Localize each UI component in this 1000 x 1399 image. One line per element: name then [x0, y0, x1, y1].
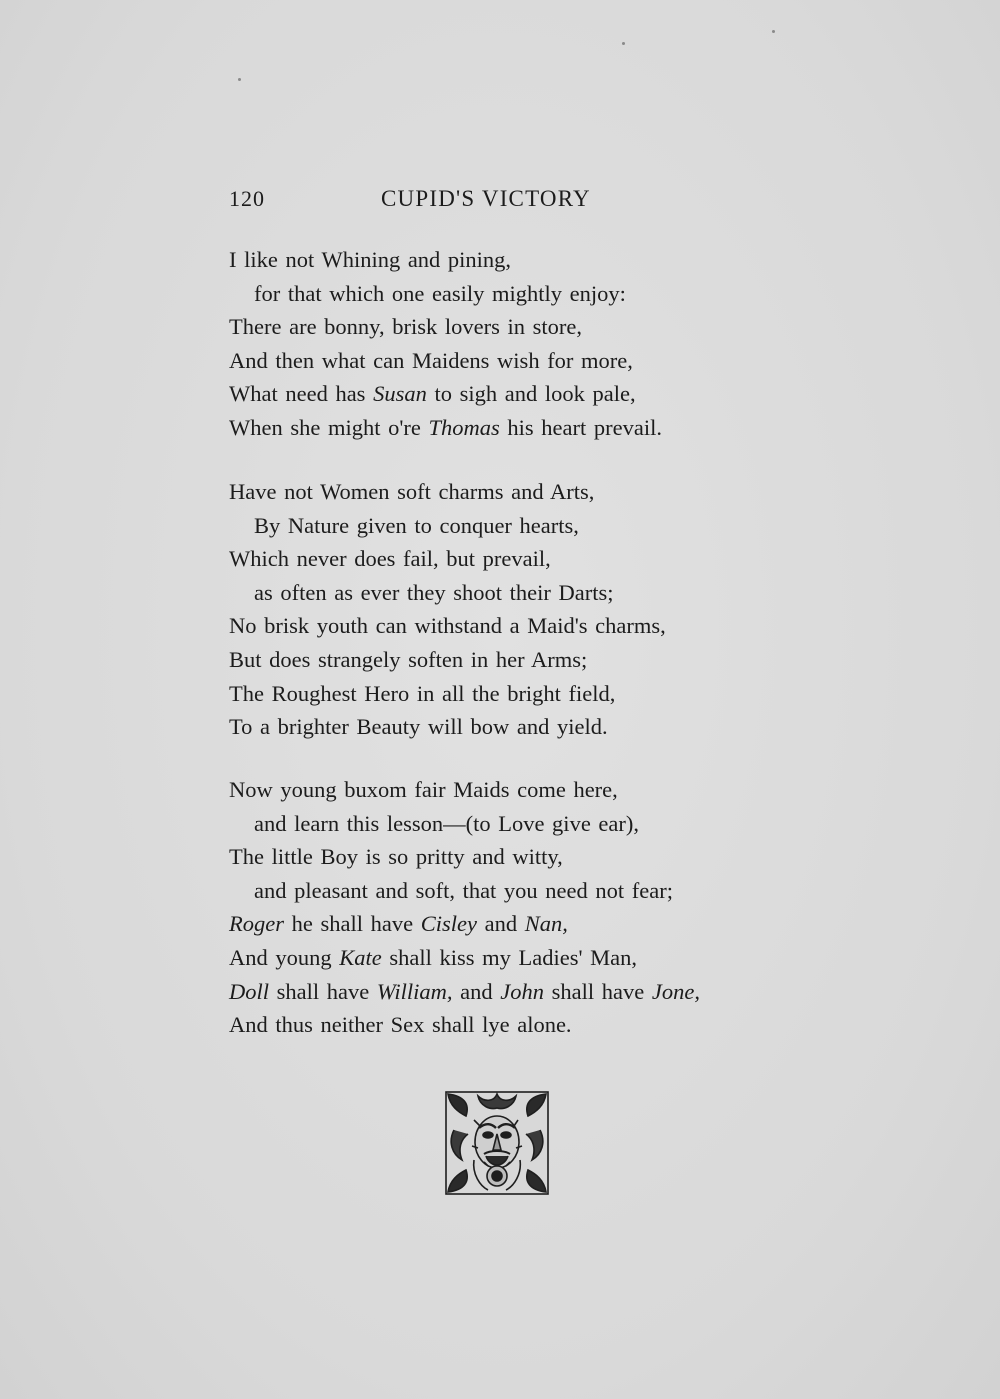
verse-line — [229, 1008, 809, 1042]
page-number: 120 — [229, 186, 265, 211]
verse-text: he shall have — [284, 911, 421, 937]
verse-text: to sigh and look pale, — [426, 381, 636, 407]
verse-line — [229, 840, 809, 874]
verse-line — [229, 475, 809, 509]
verse-line — [229, 344, 809, 378]
running-title: CUPID'S VICTORY — [381, 186, 591, 211]
verse-line — [229, 609, 809, 643]
italic-name: Susan — [373, 381, 427, 407]
verse-text: as often as ever they shoot their Darts; — [254, 579, 614, 605]
verse-line — [229, 773, 809, 807]
italic-name: William, — [376, 978, 453, 1004]
verse-line — [229, 941, 809, 975]
verse-text: Now young buxom fair Maids come here, — [229, 777, 618, 802]
verse-line — [229, 677, 809, 711]
paper-speck — [622, 42, 625, 45]
verse-text: And thus neither Sex shall lye alone. — [229, 1012, 572, 1038]
verse-text: And young — [229, 944, 340, 970]
verse-text: and pleasant and soft, that you need not fear; — [254, 877, 673, 903]
verse-text: When she might o're — [229, 414, 429, 440]
verse-text: What need has — [229, 381, 374, 407]
verse-text: I like not Whining and pining, — [229, 247, 512, 272]
verse-line — [229, 509, 809, 543]
verse-text: shall have — [269, 978, 377, 1004]
verse-line — [229, 411, 809, 445]
verse-text: Which never does fail, but prevail, — [229, 546, 551, 572]
verse-text: his heart prevail. — [499, 414, 662, 440]
verse-text: Have not Women soft charms and Arts, — [229, 479, 595, 504]
verse-line — [229, 975, 809, 1009]
verse-text: and — [452, 978, 501, 1004]
verse-line — [229, 907, 809, 941]
verse-line — [229, 542, 809, 576]
italic-name: Nan, — [524, 911, 568, 937]
verse-line — [229, 277, 809, 311]
verse-line — [229, 710, 809, 744]
verse-text: There are bonny, brisk lovers in store, — [229, 314, 582, 340]
foliate-mask-ornament-icon — [444, 1090, 550, 1196]
verse-line — [229, 643, 809, 677]
verse-text: and — [476, 911, 525, 937]
verse-line — [229, 576, 809, 610]
italic-name: Thomas — [428, 414, 500, 440]
stanza-1 — [229, 243, 809, 445]
verse-text: shall have — [544, 978, 652, 1004]
verse-line — [229, 310, 809, 344]
verse-text: To a brighter Beauty will bow and yield. — [229, 714, 608, 740]
paper-speck — [772, 30, 775, 33]
paper-speck — [238, 78, 241, 81]
stanza-3 — [229, 773, 809, 1042]
italic-name: John — [500, 978, 544, 1004]
verse-line — [229, 807, 809, 841]
italic-name: Jone, — [651, 978, 700, 1004]
italic-name: Doll — [229, 978, 270, 1004]
verse-text: The Roughest Hero in all the bright field, — [229, 680, 616, 706]
verse-text: for that which one easily mightly enjoy: — [254, 280, 626, 306]
verse-text: And then what can Maidens wish for more, — [229, 347, 633, 373]
italic-name: Roger — [229, 911, 284, 937]
verse-text: By Nature given to conquer hearts, — [254, 512, 579, 538]
verse-text: shall kiss my Ladies' Man, — [381, 944, 638, 970]
page-header — [229, 186, 789, 220]
verse-line — [229, 243, 809, 277]
stanza-2 — [229, 475, 809, 744]
italic-name: Cisley — [420, 911, 477, 937]
verse-text: But does strangely soften in her Arms; — [229, 646, 588, 672]
verse-line — [229, 874, 809, 908]
italic-name: Kate — [339, 944, 382, 970]
verse-text: No brisk youth can withstand a Maid's charms, — [229, 613, 666, 639]
verse-line — [229, 377, 809, 411]
verse-text: The little Boy is so pritty and witty, — [229, 844, 563, 870]
verse-text: and learn this lesson—(to Love give ear), — [254, 810, 640, 836]
